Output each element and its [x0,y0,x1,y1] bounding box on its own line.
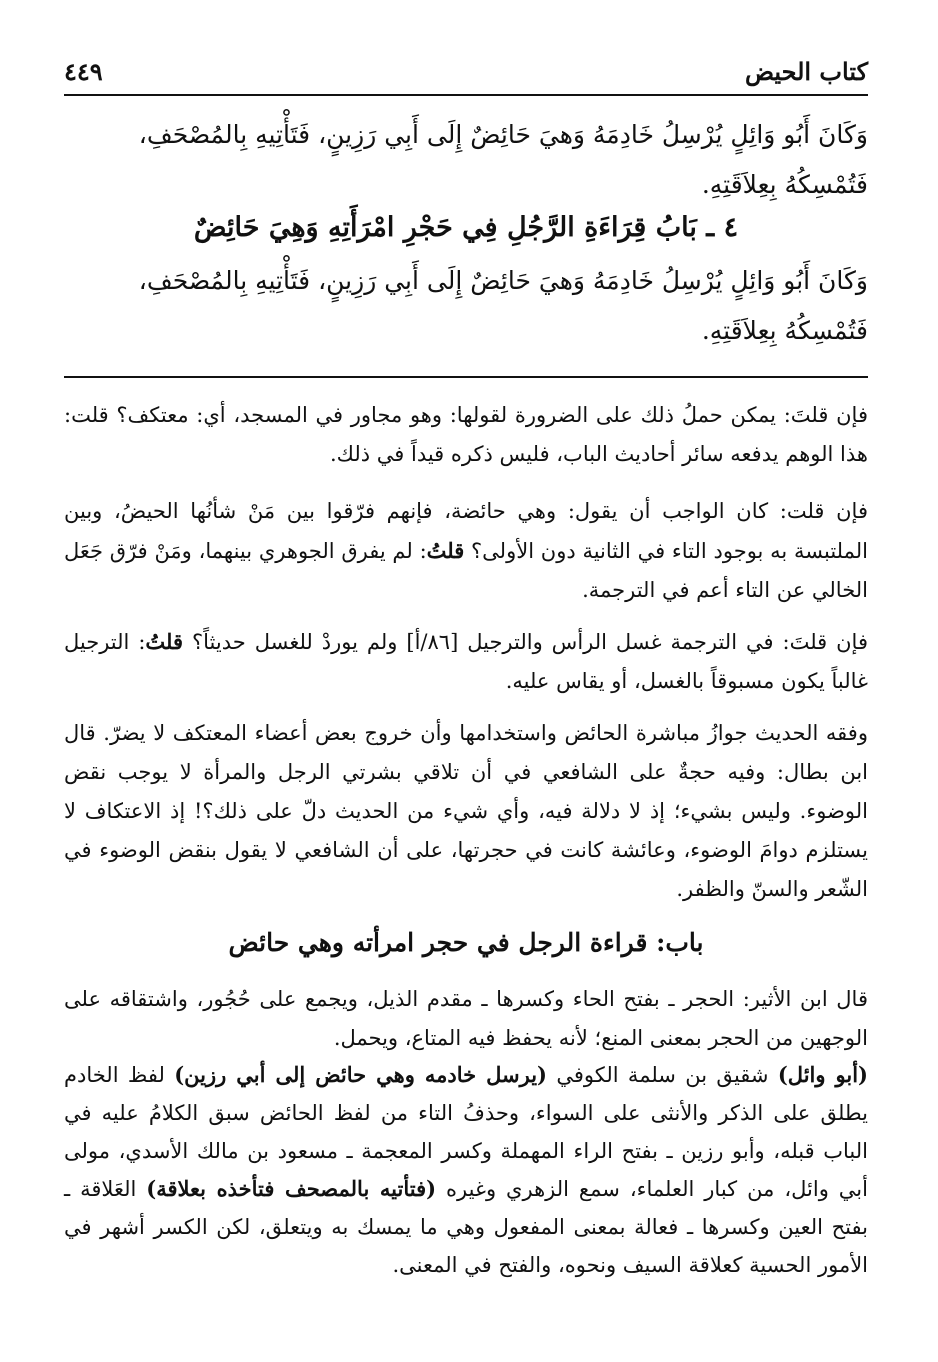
answer-label: قلتُ [426,538,465,563]
matn-line: فَتُمْسِكُهُ بِعِلاَقَتِهِ. [701,316,868,345]
matn-line: وَكَانَ أَبُو وَائِلٍ يُرْسِلُ خَادِمَهُ وَهيَ حَائِضٌ إِلَى أَبِي رَزِينٍ، فَتَأْتِيهِ بِالمُصْحَفِ، [138,120,868,149]
commentary-divider [64,376,868,378]
matn-line: وَكَانَ أَبُو وَائِلٍ يُرْسِلُ خَادِمَهُ وَهيَ حَائِضٌ إِلَى أَبِي رَزِينٍ، فَتَأْتِيهِ بِالمُصْحَفِ، [138,266,868,295]
quoted-phrase: (أبو وائل) [777,1062,868,1087]
book-title: كتاب الحيض [744,57,868,86]
section-heading: باب: قراءة الرجل في حجر امرأته وهي حائض [228,928,704,957]
paragraph-text: : الترجيل غالباً يكون مسبوقاً بالغسل، أو يقاس عليه. [64,630,868,693]
commentary-paragraph-2 [64,492,868,610]
chapter-heading: ٤ ـ بَابُ قِرَاءَةِ الرَّجُلِ فِي حَجْرِ امْرَأَتِهِ وَهِيَ حَائِضٌ [193,212,739,243]
page-header [64,54,868,96]
page-number: ٤٤٩ [64,57,103,86]
matn-block-1 [64,110,868,210]
commentary-paragraph-5: قال ابن الأثير: الحجر ـ بفتح الحاء وكسرها ـ مقدم الذيل، ويجمع على حُجُور، واشتقاقه على الوجهين من الحجر بمعنى المنع؛ لأنه يحفظ فيه المتاع، ويحمل. [64,987,868,1050]
matn-block-2 [64,256,868,356]
paragraph-text: لفظ الخادم يطلق على الذكر والأنثى على السواء، وحذفُ التاء من لفظ الحائض سبق الكلامُ عليه في الباب قبله، وأبو رزين ـ بفتح الراء المهملة وكسر المعجمة ـ مسعود بن مالك الأسدي، مولى أبي وائل، من كبار العلماء، سمع الزهري وغيره [64,1063,868,1201]
quoted-phrase: (يرسل خادمه وهي حائض إلى أبي رزين) [174,1062,547,1087]
paragraph-text: فإن قلتَ: في الترجمة غسل الرأس والترجيل [٨٦/أ] ولم يوردْ للغسل حديثاً؟ [192,630,868,654]
commentary-paragraph-4: وفقه الحديث جوازُ مباشرة الحائض واستخدامها وأن خروج بعض أعضاء المعتكف لا يضرّ. قال ابن بطال: وفيه حجةٌ على الشافعي في أن تلاقي بشرتي الرجل والمرأة لا يوجب نقض الوضوء. وليس بشيء؛ إذ لا دلالة فيه، وأي شيء من الحديث دلّ على ذلك؟! إذ الاعتكاف لا يستلزم دوامَ الوضوء، وعائشة كانت في حجرتها، على أن الشافعي لا يقول بنقض الوضوء في الشّعر والسنّ والظفر. [64,721,868,901]
matn-line: فَتُمْسِكُهُ بِعِلاَقَتِهِ. [701,170,868,199]
quoted-phrase: (فتأتيه بالمصحف فتأخذه بعلاقة) [146,1176,437,1201]
paragraph-text: : لم يفرق الجوهري بينهما، ومَنْ فرّق جَعَل الخالي عن التاء أعم في الترجمة. [64,539,868,602]
commentary-paragraph-1: فإن قلتَ: يمكن حملُ ذلك على الضرورة لقولها: وهو مجاور في المسجد، أي: معتكف؟ قلت: هذا الوهم يدفعه سائر أحاديث الباب، فليس ذكره قيداً في ذلك. [64,403,868,466]
paragraph-text: فإن قلت: كان الواجب أن يقول: وهي حائضة، فإنهم فرّقوا بين مَنْ شأنُها الحيضُ، وبين الملتبسة به بوجود التاء في الثانية دون الأولى؟ [64,499,868,563]
commentary-paragraph-6 [64,1056,868,1284]
paragraph-text: العَلاقة ـ بفتح العين وكسرها ـ فعالة بمعنى المفعول وهي ما يمسك به ويتعلق، لكن الكسر أشهر في الأمور الحسية كعلاقة السيف ونحوه، والفتح في المعنى. [64,1177,868,1277]
answer-label: قلتُ [145,629,184,654]
commentary-paragraph-3 [64,622,868,701]
paragraph-text: شقيق بن سلمة الكوفي [546,1063,778,1087]
